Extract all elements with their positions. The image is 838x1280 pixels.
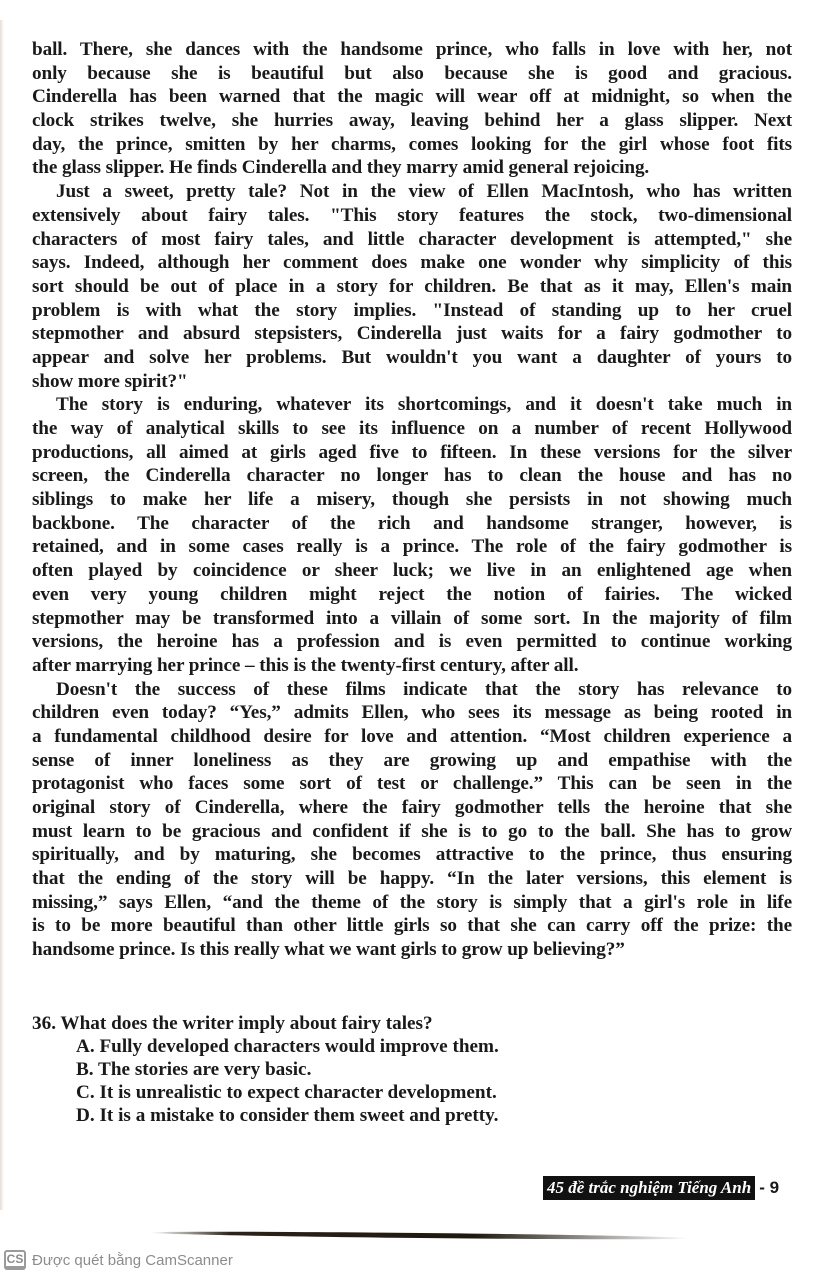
passage-line: productions, all aimed at girls aged five to fifteen. In these versions for the silver	[32, 441, 792, 463]
passage-line: stepmother may be transformed into a villain of some sort. In the majority of film	[32, 607, 792, 629]
passage-line: backbone. The character of the rich and handsome stranger, however, is	[32, 512, 792, 534]
passage-line: must learn to be gracious and confident if she is to go to the ball. She has to grow	[32, 820, 792, 842]
passage-line: the way of analytical skills to see its influence on a number of recent Hollywood	[32, 418, 792, 439]
passage-line: retained, and in some cases really is a prince. The role of the fairy godmother is	[32, 536, 792, 558]
passage-line: after marrying her prince – this is the twenty-first century, after all.	[32, 654, 579, 676]
passage-line: missing,” says Ellen, “and the theme of the story is simply that a girl's role in life	[32, 891, 792, 913]
answer-option-a: A. Fully developed characters would improve them.	[76, 1036, 499, 1057]
passage-line: stepmother and absurd stepsisters, Cinderella just waits for a fairy godmother to	[32, 323, 792, 345]
camscanner-logo-icon: CS	[4, 1250, 26, 1270]
passage-line: says. Indeed, although her comment does make one wonder why simplicity of this	[32, 252, 792, 274]
passage-line: day, the prince, smitten by her charms, comes looking for the girl whose foot fits	[32, 133, 792, 155]
passage-line: even very young children might reject the notion of fairies. The wicked	[32, 583, 792, 605]
passage-line: is to be more beautiful than other little girls so that she can carry off the prize: the	[32, 915, 792, 937]
passage-line: screen, the Cinderella character no longer has to clean the house and has no	[32, 465, 792, 487]
reading-passage	[32, 38, 792, 962]
passage-line: appear and solve her problems. But wouldn't you want a daughter of yours to	[32, 346, 792, 368]
passage-line: Cinderella has been warned that the magic will wear off at midnight, so when the	[32, 86, 792, 108]
watermark-text: Được quét bằng CamScanner	[32, 1251, 233, 1269]
page-footer	[543, 1175, 779, 1201]
passage-line: children even today? “Yes,” admits Ellen, who sees its message as being rooted in	[32, 702, 792, 724]
passage-line: a fundamental childhood desire for love and attention. “Most children experience a	[32, 725, 792, 747]
passage-line: sense of inner loneliness as they are growing up and empathise with the	[32, 749, 792, 771]
question-36	[32, 1012, 792, 1127]
passage-line: spiritually, and by maturing, she becomes attractive to the prince, thus ensuring	[32, 844, 792, 866]
passage-line: original story of Cinderella, where the fairy godmother tells the heroine that she	[32, 797, 792, 818]
answer-option-d: D. It is a mistake to consider them sweet and pretty.	[76, 1105, 499, 1126]
passage-line: problem is with what the story implies. "Instead of standing up to her cruel	[32, 299, 792, 321]
passage-line: ball. There, she dances with the handsome prince, who falls in love with her, not	[32, 39, 792, 60]
question-stem: 36. What does the writer imply about fairy tales?	[32, 1013, 433, 1034]
passage-line: siblings to make her life a misery, though she persists in not showing much	[32, 489, 792, 511]
passage-line: only because she is beautiful but also because she is good and gracious.	[32, 62, 792, 84]
page-edge-shadow	[0, 20, 4, 1210]
passage-line: that the ending of the story will be happy. “In the later versions, this element is	[32, 868, 792, 890]
page-bottom-shadow	[150, 1230, 690, 1241]
book-title-banner: 45 đề trắc nghiệm Tiếng Anh	[543, 1176, 755, 1200]
passage-line: protagonist who faces some sort of test or challenge.” This can be seen in the	[32, 773, 792, 795]
passage-line: show more spirit?"	[32, 370, 188, 392]
passage-line: extensively about fairy tales. "This story features the stock, two-dimensional	[32, 204, 792, 226]
answer-option-b: B. The stories are very basic.	[76, 1059, 312, 1080]
passage-line: The story is enduring, whatever its shortcomings, and it doesn't take much in	[56, 394, 792, 416]
passage-line: clock strikes twelve, she hurries away, leaving behind her a glass slipper. Next	[32, 110, 792, 132]
passage-line: often played by coincidence or sheer luck; we live in an enlightened age when	[32, 560, 792, 582]
page-number: - 9	[759, 1178, 780, 1197]
passage-line: Just a sweet, pretty tale? Not in the view of Ellen MacIntosh, who has written	[56, 181, 792, 203]
answer-option-c: C. It is unrealistic to expect character development.	[76, 1082, 497, 1103]
passage-line: handsome prince. Is this really what we want girls to grow up believing?”	[32, 939, 625, 961]
passage-line: sort should be out of place in a story for children. Be that as it may, Ellen's main	[32, 275, 792, 297]
passage-line: versions, the heroine has a profession and is even permitted to continue working	[32, 631, 792, 653]
passage-line: Doesn't the success of these films indicate that the story has relevance to	[56, 678, 792, 700]
passage-line: characters of most fairy tales, and little character development is attempted," she	[32, 228, 792, 250]
passage-line: the glass slipper. He finds Cinderella and they marry amid general rejoicing.	[32, 157, 650, 179]
camscanner-watermark	[4, 1250, 233, 1270]
